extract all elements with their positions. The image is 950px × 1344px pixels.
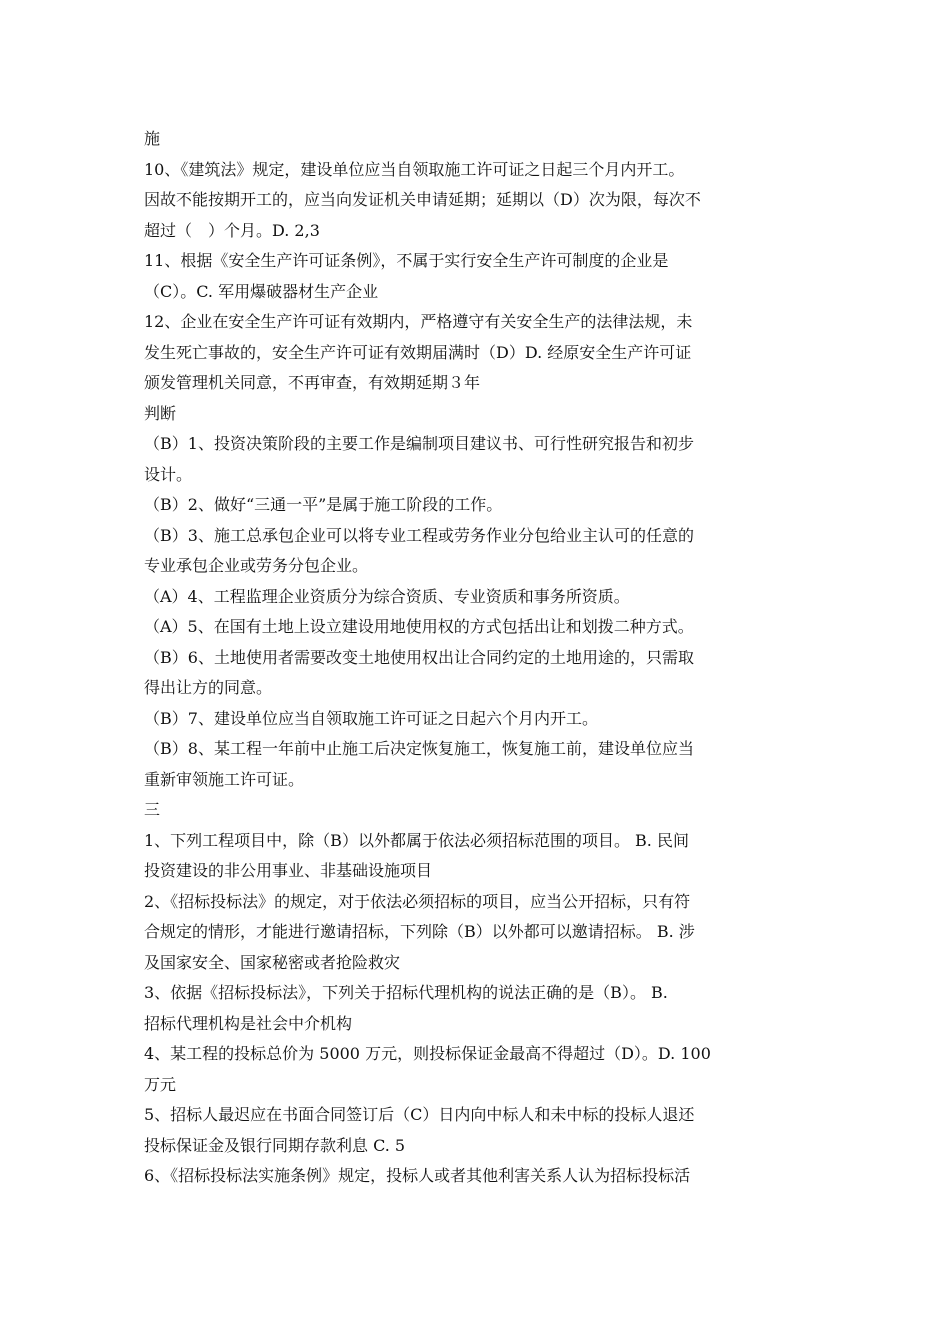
text-line: （B）6、土地使用者需要改变土地使用权出让合同约定的土地用途的，只需取 bbox=[144, 647, 694, 667]
text-line: （B）1、投资决策阶段的主要工作是编制项目建议书、可行性研究报告和初步 bbox=[144, 434, 694, 453]
text-line: 超过（ ）个月。D. 2,3 bbox=[144, 220, 320, 240]
text-line: （B）7、建设单位应当自领取施工许可证之日起六个月内开工。 bbox=[144, 708, 598, 728]
text-line: （A）5、在国有土地上设立建设用地使用权的方式包括出让和划拨二种方式。 bbox=[144, 617, 694, 636]
text-line: 1、下列工程项目中，除（B）以外都属于依法必须招标范围的项目。 B. 民间 bbox=[144, 830, 689, 850]
text-line: 施 bbox=[144, 129, 161, 148]
text-line: 三 bbox=[144, 800, 161, 819]
text-line: 4、某工程的投标总价为 5000 万元，则投标保证金最高不得超过（D）。D. 100 bbox=[144, 1044, 711, 1063]
text-line: （B）2、做好“三通一平”是属于施工阶段的工作。 bbox=[144, 495, 503, 514]
text-line: 招标代理机构是社会中介机构 bbox=[144, 1013, 353, 1033]
text-line: 12、企业在安全生产许可证有效期内，严格遵守有关安全生产的法律法规，未 bbox=[144, 312, 693, 331]
text-line: （A）4、工程监理企业资质分为综合资质、专业资质和事务所资质。 bbox=[144, 586, 630, 606]
text-line: 设计。 bbox=[144, 464, 193, 484]
text-line: 专业承包企业或劳务分包企业。 bbox=[144, 556, 369, 575]
text-line: 万元 bbox=[144, 1074, 177, 1094]
text-line: 2、《招标投标法》的规定，对于依法必须招标的项目，应当公开招标，只有符 bbox=[144, 891, 691, 911]
text-line: 11、根据《安全生产许可证条例》，不属于实行安全生产许可制度的企业是 bbox=[144, 251, 669, 270]
text-line: 发生死亡事故的，安全生产许可证有效期届满时（D）D. 经原安全生产许可证 bbox=[144, 342, 692, 362]
text-line: 投标保证金及银行同期存款利息 C. 5 bbox=[144, 1135, 406, 1155]
text-line: 因故不能按期开工的，应当向发证机关申请延期；延期以（D）次为限，每次不 bbox=[144, 190, 701, 209]
text-line: 合规定的情形，才能进行邀请招标，下列除（B）以外都可以邀请招标。 B. 涉 bbox=[144, 922, 695, 941]
text-line: （B）3、施工总承包企业可以将专业工程或劳务作业分包给业主认可的任意的 bbox=[144, 525, 694, 545]
text-line: 5、招标人最迟应在书面合同签订后（C）日内向中标人和未中标的投标人退还 bbox=[144, 1105, 695, 1124]
text-line: 投资建设的非公用事业、非基础设施项目 bbox=[144, 861, 433, 880]
document-body bbox=[144, 124, 808, 1192]
text-line: 及国家安全、国家秘密或者抢险救灾 bbox=[144, 952, 401, 972]
text-line: 判断 bbox=[144, 403, 177, 423]
text-line: 颁发管理机关同意，不再审查，有效期延期３年 bbox=[144, 373, 481, 392]
text-line: 10、《建筑法》规定，建设单位应当自领取施工许可证之日起三个月内开工。 bbox=[144, 159, 685, 179]
text-line: 重新审领施工许可证。 bbox=[144, 769, 305, 789]
text-line: 3、依据《招标投标法》，下列关于招标代理机构的说法正确的是（B）。 B. bbox=[144, 983, 668, 1002]
text-line: （B）8、某工程一年前中止施工后决定恢复施工，恢复施工前，建设单位应当 bbox=[144, 739, 694, 758]
text-line: 6、《招标投标法实施条例》规定，投标人或者其他利害关系人认为招标投标活 bbox=[144, 1166, 691, 1185]
text-line: 得出让方的同意。 bbox=[144, 678, 273, 697]
text-line: （C）。C. 军用爆破器材生产企业 bbox=[144, 281, 379, 301]
